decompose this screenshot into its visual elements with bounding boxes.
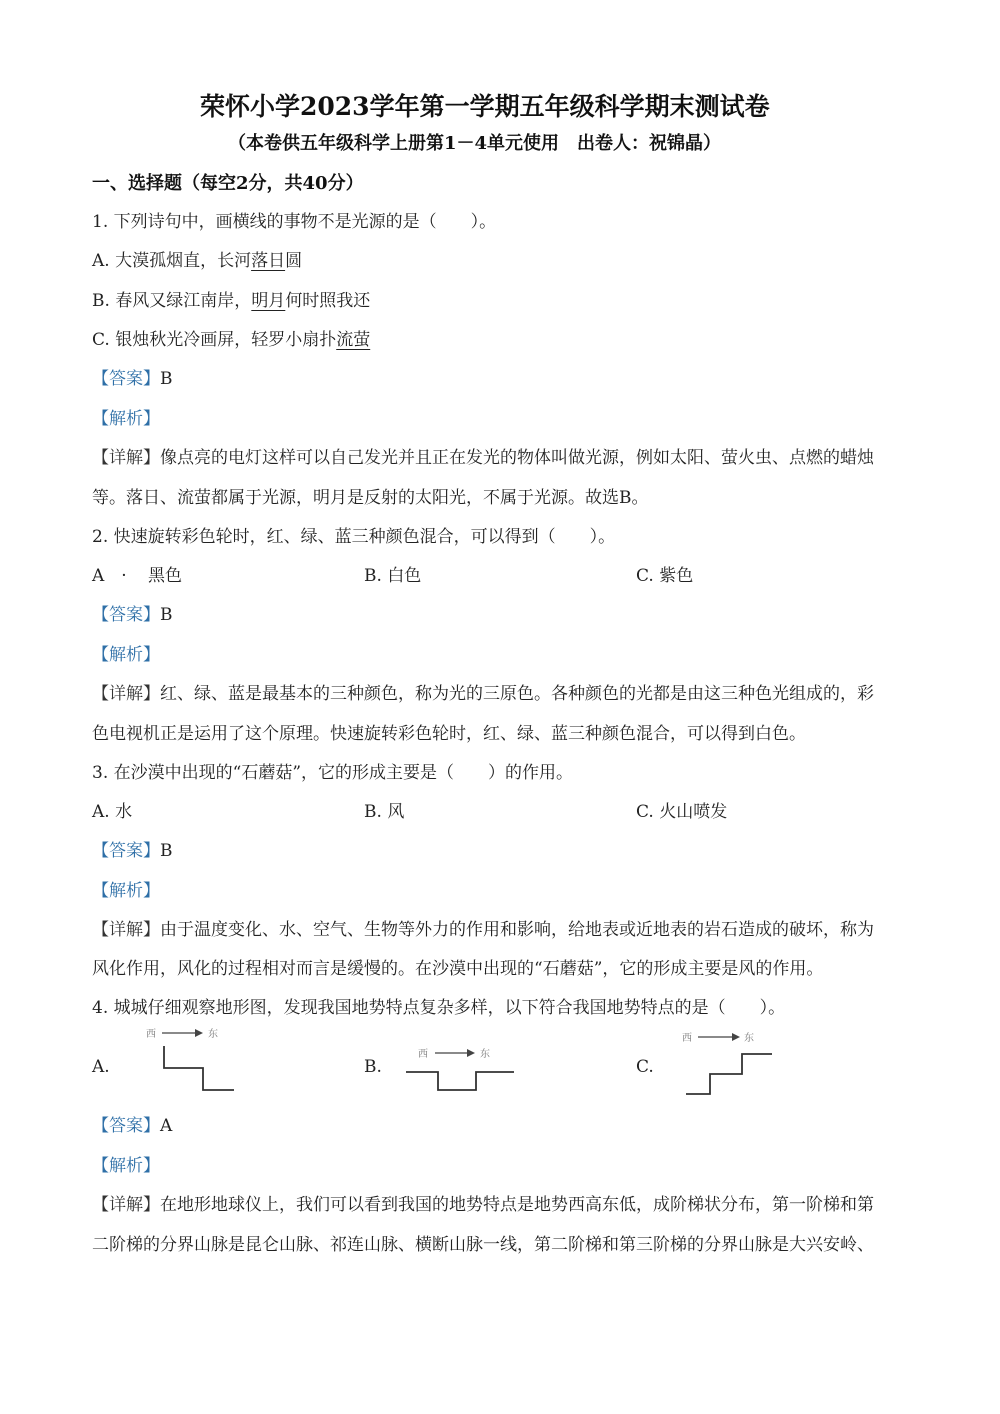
underlined-word: 明月: [251, 291, 286, 311]
q4-detail-line2: 二阶梯的分界山脉是昆仑山脉、祁连山脉、横断山脉一线，第二阶梯和第三阶梯的分界山脉是大兴安岭、: [92, 1235, 874, 1255]
q2-analysis-tag: 【解析】: [92, 645, 160, 665]
answer-tag: 【答案】: [92, 369, 160, 389]
detail-tag: 【详解】: [92, 920, 160, 940]
option-text: 紫色: [659, 566, 694, 586]
option-label: A ·: [92, 566, 127, 586]
arrow-head-icon: [195, 1029, 203, 1037]
q1-detail-line1: [92, 447, 874, 469]
q2-option-a: [92, 565, 127, 587]
q4-option-c-label: C.: [636, 1057, 654, 1077]
option-label: C.: [92, 330, 110, 350]
east-label: 东: [480, 1049, 490, 1060]
option-label: A.: [92, 802, 110, 822]
q3-option-c: [636, 801, 727, 823]
arrow-head-icon: [467, 1049, 475, 1057]
descending-step-profile: [164, 1046, 234, 1090]
q4-detail-line1: [92, 1194, 874, 1216]
east-label: 东: [744, 1033, 754, 1044]
option-text: 火山喷发: [659, 802, 728, 822]
q3-option-a: [92, 801, 132, 823]
terrain-diagram-c: [680, 1028, 780, 1100]
q1-option-c: [92, 329, 370, 351]
option-text: 大漠孤烟直，长河: [115, 251, 252, 271]
option-label: B.: [92, 291, 110, 311]
answer-tag: 【答案】: [92, 841, 160, 861]
q1-analysis-tag: 【解析】: [92, 409, 160, 429]
underlined-word: 落日: [251, 251, 286, 271]
page-subtitle: （本卷供五年级科学上册第1－4单元使用 出卷人：祝锦晶）: [228, 133, 722, 154]
q3-detail-line1: [92, 919, 874, 941]
q4-option-a-label: A.: [92, 1057, 110, 1077]
option-label: B.: [364, 802, 382, 822]
option-text: 水: [115, 802, 133, 822]
arrow-head-icon: [732, 1033, 740, 1041]
answer-value: B: [160, 369, 173, 389]
west-label: 西: [146, 1029, 156, 1040]
option-label: A.: [92, 251, 110, 271]
q2-option-a-text: 黑色: [148, 566, 182, 586]
q3-answer: [92, 840, 173, 862]
terrain-diagram-a: [140, 1024, 240, 1096]
page-title: 荣怀小学2023学年第一学期五年级科学期末测试卷: [200, 92, 770, 121]
basin-profile: [406, 1072, 514, 1090]
q2-option-c: [636, 565, 693, 587]
q2-detail-line1: [92, 683, 874, 705]
detail-text: 红、绿、蓝是最基本的三种颜色，称为光的三原色。各种颜色的光都是由这三种色光组成的，彩: [160, 684, 874, 704]
answer-tag: 【答案】: [92, 605, 160, 625]
west-label: 西: [682, 1033, 692, 1044]
ascending-step-profile: [686, 1054, 772, 1094]
answer-value: A: [160, 1116, 173, 1136]
option-text: 春风又绿江南岸，: [115, 291, 252, 311]
q2-option-b: [364, 565, 421, 587]
detail-text: 由于温度变化、水、空气、生物等外力的作用和影响，给地表或近地表的岩石造成的破坏，称为: [160, 920, 874, 940]
detail-tag: 【详解】: [92, 448, 160, 468]
option-label: B.: [364, 566, 382, 586]
detail-tag: 【详解】: [92, 684, 160, 704]
underlined-word: 流萤: [336, 330, 371, 350]
option-text: 银烛秋光冷画屏，轻罗小扇扑: [115, 330, 337, 350]
q1-stem: 1. 下列诗句中，画横线的事物不是光源的是（ ）。: [92, 212, 497, 232]
detail-text: 像点亮的电灯这样可以自己发光并且正在发光的物体叫做光源，例如太阳、萤火虫、点燃的蜡烛: [160, 448, 874, 468]
detail-tag: 【详解】: [92, 1195, 160, 1215]
q2-stem: 2. 快速旋转彩色轮时，红、绿、蓝三种颜色混合，可以得到（ ）。: [92, 527, 616, 547]
section-heading: 一、选择题（每空2分，共40分）: [92, 173, 364, 194]
option-text: 何时照我还: [285, 291, 371, 311]
option-label: C.: [636, 566, 654, 586]
q3-analysis-tag: 【解析】: [92, 881, 160, 901]
q4-answer: [92, 1115, 172, 1137]
q3-detail-line2: 风化作用，风化的过程相对而言是缓慢的。在沙漠中出现的“石蘑菇”，它的形成主要是风的作用。: [92, 959, 824, 979]
option-text: 风: [387, 802, 405, 822]
q3-stem: 3. 在沙漠中出现的“石蘑菇”，它的形成主要是（ ）的作用。: [92, 763, 574, 783]
answer-tag: 【答案】: [92, 1116, 160, 1136]
q1-detail-line2: 等。落日、流萤都属于光源，明月是反射的太阳光，不属于光源。故选B。: [92, 488, 649, 508]
q4-analysis-tag: 【解析】: [92, 1156, 160, 1176]
detail-text: 在地形地球仪上，我们可以看到我国的地势特点是地势西高东低，成阶梯状分布，第一阶梯和第: [160, 1195, 874, 1215]
q1-answer: [92, 368, 173, 390]
option-text: 白色: [387, 566, 422, 586]
east-label: 东: [208, 1029, 218, 1040]
option-label: C.: [636, 802, 654, 822]
q4-option-b-label: B.: [364, 1057, 382, 1077]
answer-value: B: [160, 605, 173, 625]
q4-stem: 4. 城城仔细观察地形图，发现我国地势特点复杂多样，以下符合我国地势特点的是（ ）。: [92, 998, 786, 1018]
q1-option-b: [92, 290, 370, 312]
q2-detail-line2: 色电视机正是运用了这个原理。快速旋转彩色轮时，红、绿、蓝三种颜色混合，可以得到白色。: [92, 724, 806, 744]
west-label: 西: [418, 1049, 428, 1060]
q1-option-a: [92, 250, 302, 272]
q2-answer: [92, 604, 173, 626]
option-text: 圆: [285, 251, 303, 271]
q3-option-b: [364, 801, 404, 823]
answer-value: B: [160, 841, 173, 861]
terrain-diagram-b: [402, 1044, 520, 1094]
